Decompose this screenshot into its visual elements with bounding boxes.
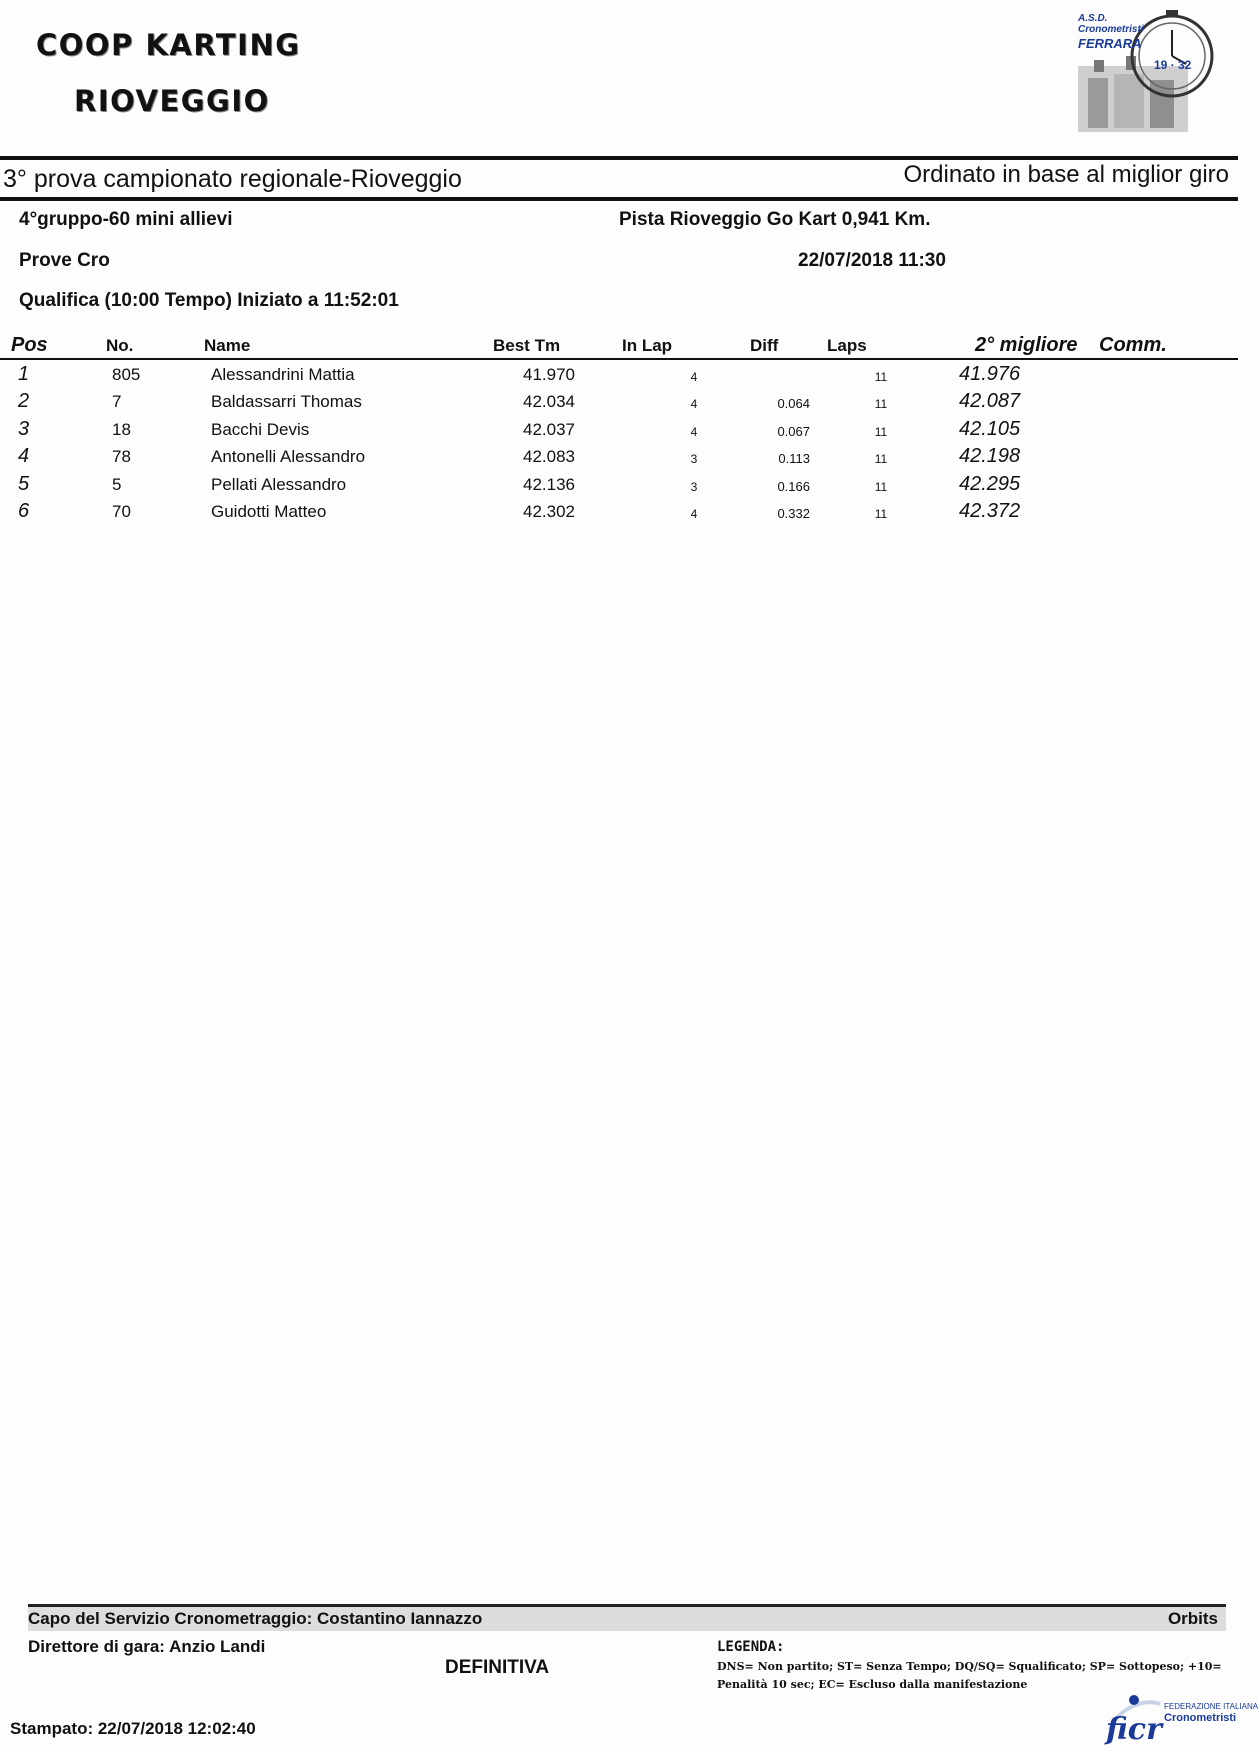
cell-laps: 11 — [874, 480, 888, 494]
cell-second-best: 42.087 — [959, 390, 1021, 412]
cell-pos: 5 — [18, 473, 30, 495]
col-header-laps: Laps — [827, 336, 867, 355]
cell-laps: 11 — [874, 452, 888, 466]
cell-name: Alessandrini Mattia — [211, 365, 355, 384]
cell-inlap: 3 — [690, 480, 698, 494]
event-datetime: 22/07/2018 11:30 — [798, 250, 946, 271]
cell-second-best: 42.198 — [959, 445, 1021, 467]
title-top-rule — [0, 156, 1238, 160]
cell-laps: 11 — [874, 507, 888, 521]
logo-year: 19 · 32 — [1154, 58, 1192, 72]
col-header-no: No. — [106, 336, 134, 355]
cell-pos: 4 — [18, 445, 30, 467]
cell-no: 805 — [112, 365, 141, 384]
cell-no: 18 — [112, 420, 131, 439]
status-definitive: DEFINITIVA — [445, 1657, 550, 1678]
cell-laps: 11 — [874, 370, 888, 384]
table-row — [0, 389, 1238, 416]
cell-inlap: 3 — [690, 452, 698, 466]
club-name-line2: RIOVEGGIO — [74, 84, 270, 118]
cell-best: 42.083 — [523, 447, 575, 466]
col-header-inlap: In Lap — [622, 336, 673, 355]
software-name: Orbits — [1167, 1609, 1218, 1628]
cell-second-best: 42.372 — [959, 500, 1021, 522]
cronometristi-ferrara-logo — [1074, 8, 1214, 136]
col-header-best: Best Tm — [493, 336, 561, 355]
cell-name: Antonelli Alessandro — [211, 447, 366, 466]
cell-inlap: 4 — [690, 425, 698, 439]
cell-laps: 11 — [874, 397, 888, 411]
legend-text: DNS= Non partito; ST= Senza Tempo; DQ/SQ= Squalificato; SP= Sottopeso; +10= Penalità 10 sec; EC= Escluso dalla manifestazione — [717, 1660, 1222, 1691]
cell-second-best: 42.295 — [959, 473, 1021, 495]
col-header-second-best: 2° migliore — [975, 334, 1078, 356]
cell-pos: 2 — [18, 390, 30, 412]
cell-diff: 0.067 — [777, 424, 810, 439]
sort-order-label: Ordinato in base al miglior giro — [903, 161, 1229, 188]
cell-diff: 0.113 — [778, 451, 810, 466]
col-header-comm: Comm. — [1099, 334, 1167, 356]
legend-title: LEGENDA: — [717, 1639, 785, 1655]
cell-best: 41.970 — [523, 365, 575, 384]
cell-diff: 0.064 — [777, 396, 810, 411]
cell-second-best: 42.105 — [959, 418, 1021, 440]
cell-diff: 0.166 — [777, 479, 810, 494]
header-underline — [0, 358, 1238, 360]
cell-laps: 11 — [874, 425, 888, 439]
timing-chief: Capo del Servizio Cronometraggio: Costantino Iannazzo — [28, 1609, 483, 1628]
club-name-line1: COOP KARTING — [36, 28, 301, 62]
cell-inlap: 4 — [690, 397, 698, 411]
logo-text-ferrara: FERRARA — [1078, 36, 1142, 51]
cell-inlap: 4 — [690, 370, 698, 384]
col-header-pos: Pos — [11, 334, 48, 356]
col-header-name: Name — [204, 336, 251, 355]
cell-pos: 1 — [18, 363, 30, 385]
ficr-text-cronometristi: Cronometristi — [1164, 1712, 1237, 1724]
table-row — [0, 472, 1238, 499]
ficr-text-federation: FEDERAZIONE ITALIANA — [1164, 1702, 1258, 1711]
cell-inlap: 4 — [690, 507, 698, 521]
session-name: Prove Cro — [19, 250, 110, 271]
cell-name: Pellati Alessandro — [211, 475, 347, 494]
cell-no: 5 — [112, 475, 122, 494]
track-name: Pista Rioveggio Go Kart 0,941 Km. — [619, 209, 931, 230]
cell-diff: 0.332 — [777, 506, 810, 521]
printed-timestamp: Stampato: 22/07/2018 12:02:40 — [10, 1719, 256, 1738]
cell-name: Bacchi Devis — [211, 420, 310, 439]
table-row — [0, 362, 1238, 389]
cell-best: 42.302 — [523, 502, 575, 521]
logo-text-asd: A.S.D. — [1078, 13, 1108, 24]
cell-no: 78 — [112, 447, 131, 466]
cell-name: Guidotti Matteo — [211, 502, 327, 521]
cell-best: 42.037 — [523, 420, 575, 439]
cell-pos: 3 — [18, 418, 30, 440]
race-director: Direttore di gara: Anzio Landi — [28, 1637, 266, 1656]
title-bottom-rule — [0, 197, 1238, 201]
cell-no: 7 — [112, 392, 122, 411]
cell-pos: 6 — [18, 500, 30, 522]
group-name: 4°gruppo-60 mini allievi — [19, 209, 233, 230]
cell-second-best: 41.976 — [959, 363, 1021, 385]
cell-name: Baldassarri Thomas — [211, 392, 362, 411]
logo-text-cronometristi: Cronometristi — [1078, 24, 1144, 35]
qualifying-info: Qualifica (10:00 Tempo) Iniziato a 11:52:01 — [19, 290, 399, 311]
ficr-logo — [1104, 1690, 1258, 1747]
table-row — [0, 499, 1238, 526]
event-title: 3° prova campionato regionale-Rioveggio — [3, 165, 462, 193]
cell-no: 70 — [112, 502, 131, 521]
table-row — [0, 417, 1238, 444]
col-header-diff: Diff — [750, 336, 779, 355]
cell-best: 42.136 — [523, 475, 575, 494]
ficr-wordmark: ficr — [1106, 1712, 1162, 1747]
table-row — [0, 444, 1238, 471]
cell-best: 42.034 — [523, 392, 575, 411]
